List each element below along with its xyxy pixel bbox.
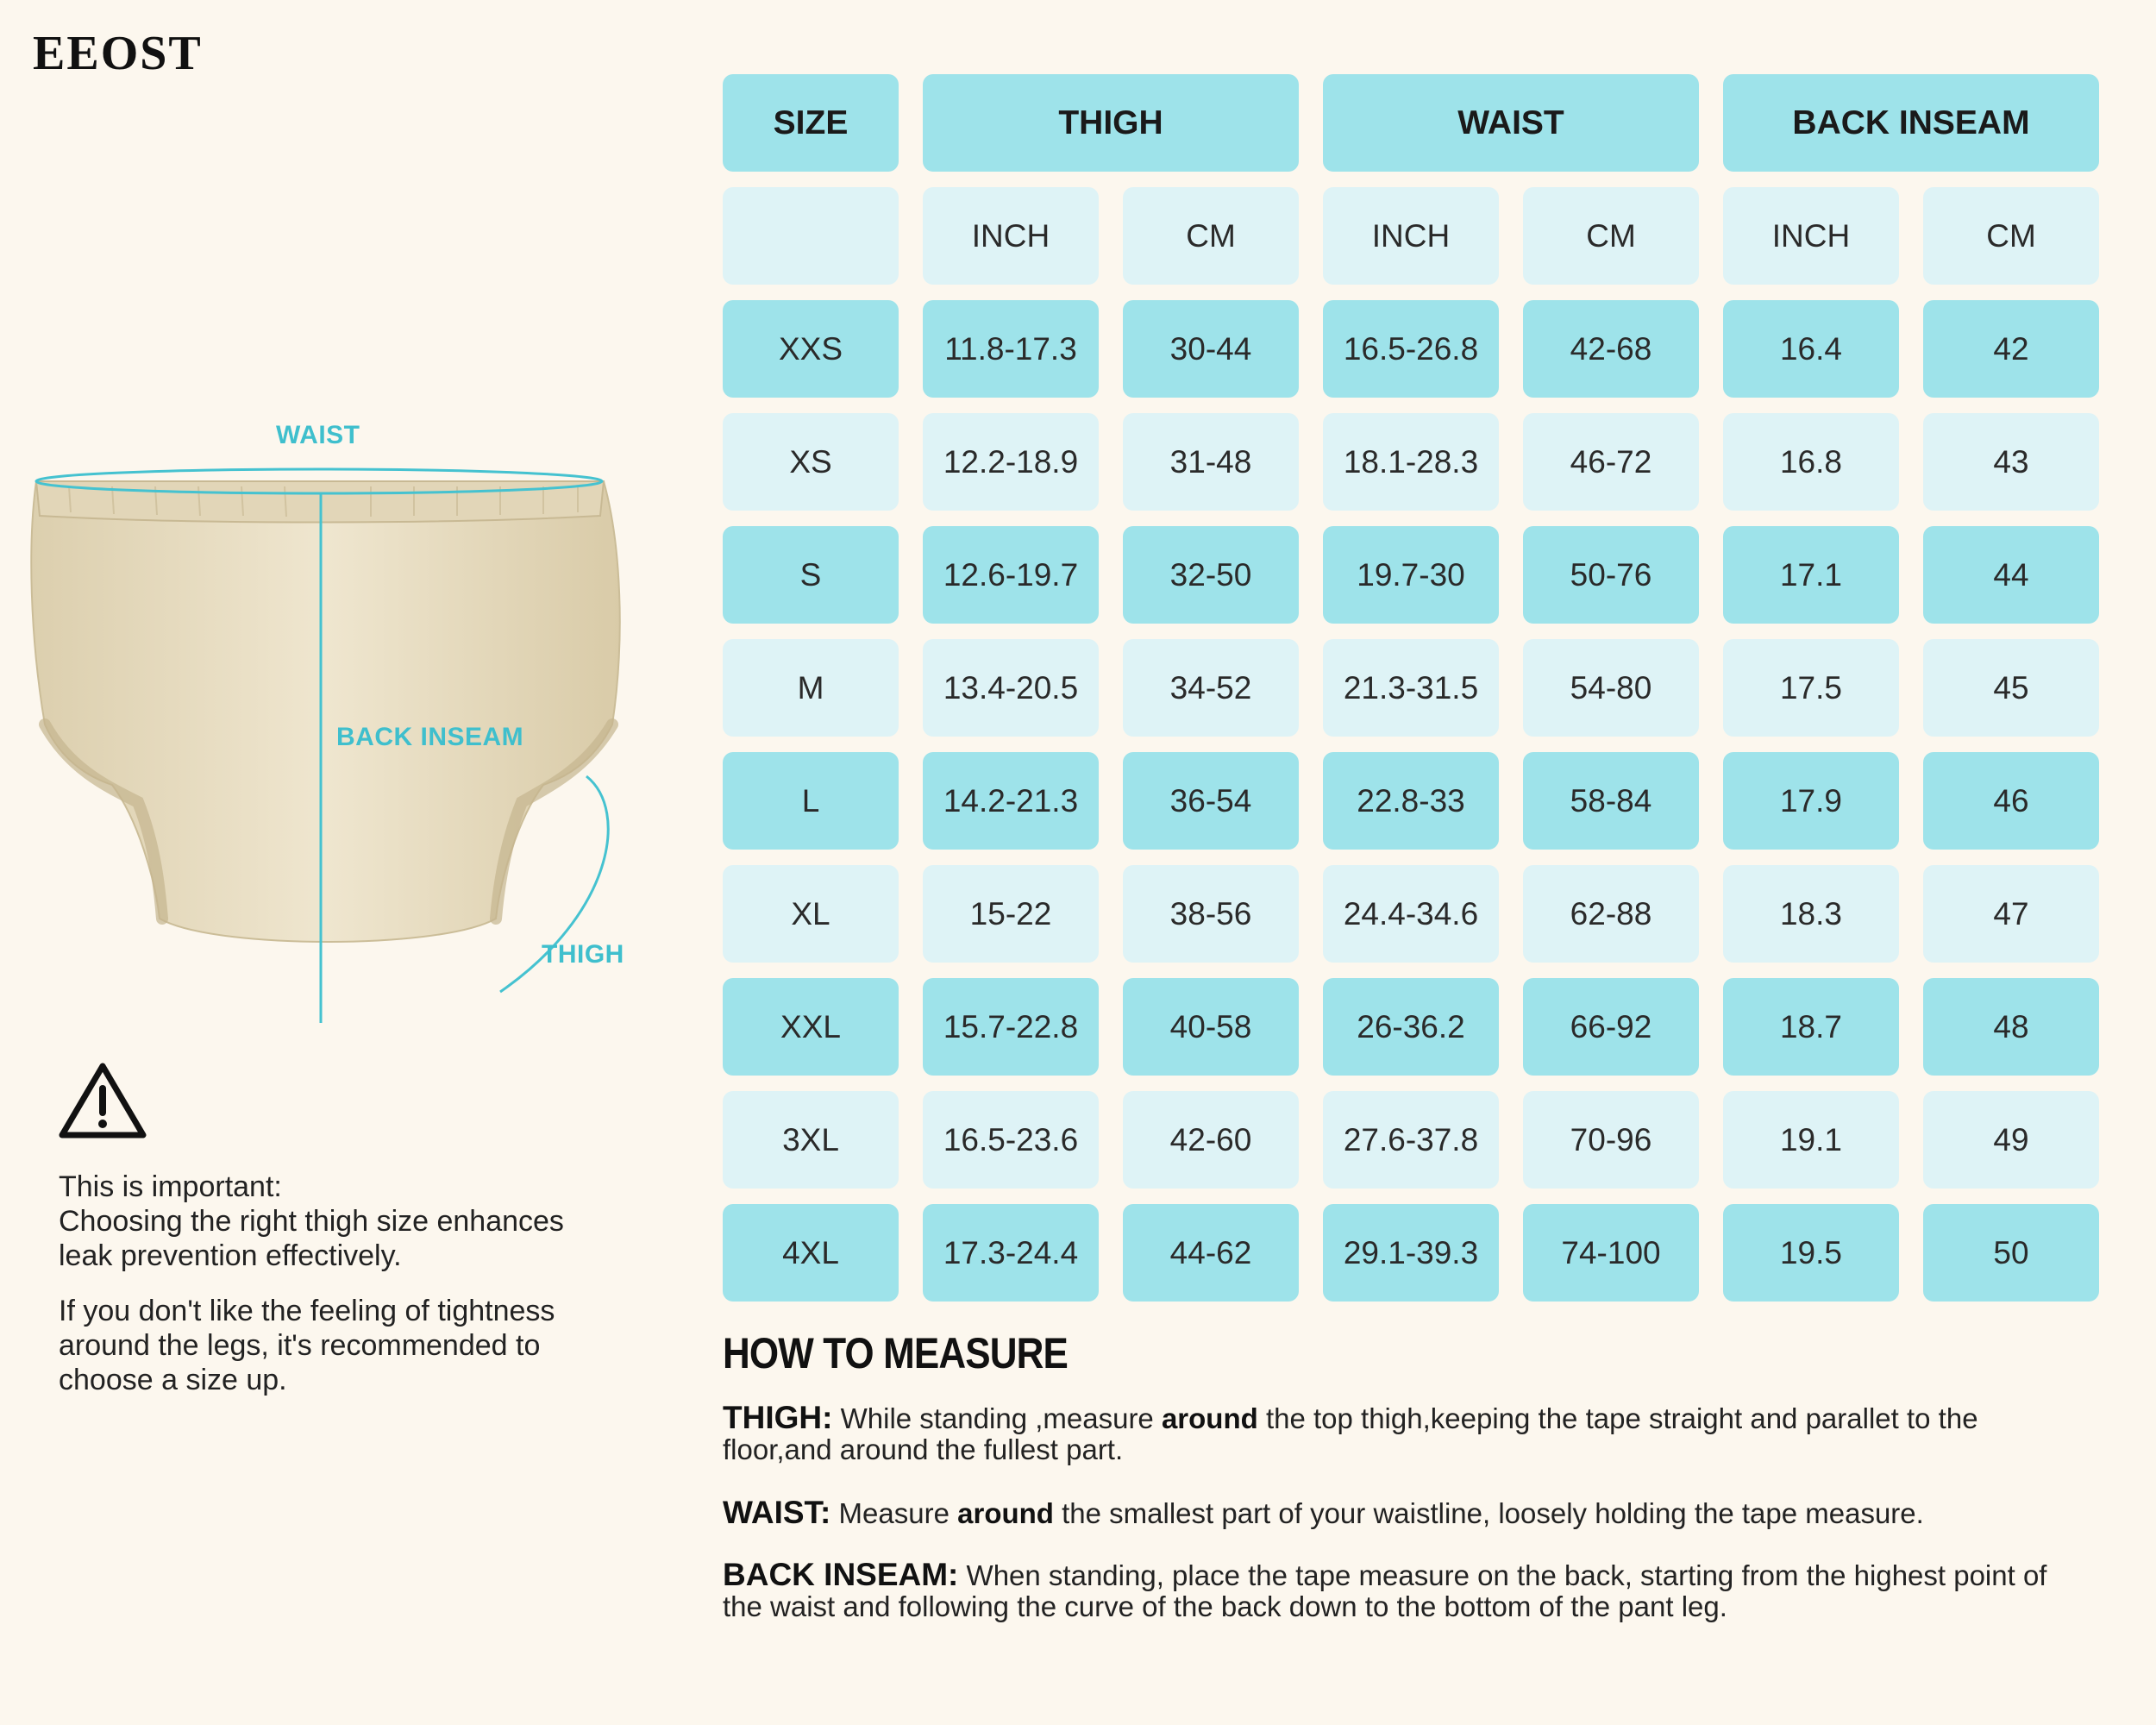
table-cell: 44-62 <box>1123 1204 1299 1302</box>
table-cell: 47 <box>1923 865 2099 963</box>
unit-cell: INCH <box>923 187 1099 285</box>
table-cell: 32-50 <box>1123 526 1299 624</box>
header-size: SIZE <box>723 74 899 172</box>
size-cell: 3XL <box>723 1091 899 1189</box>
table-cell: 19.7-30 <box>1323 526 1499 624</box>
table-cell: 42-68 <box>1523 300 1699 398</box>
warning-note <box>59 1170 611 1273</box>
thigh-instruction <box>723 1402 2085 1465</box>
header-back-inseam: BACK INSEAM <box>1723 74 2099 172</box>
table-cell: 13.4-20.5 <box>923 639 1099 737</box>
how-to-measure-title: HOW TO MEASURE <box>723 1329 1068 1377</box>
product-measure-diagram <box>17 414 638 1035</box>
size-cell: L <box>723 752 899 850</box>
waist-text-c: the smallest part of your waistline, loosely holding the tape measure. <box>1053 1497 1924 1529</box>
table-cell: 43 <box>1923 413 2099 511</box>
thigh-text-bold: around <box>1161 1402 1258 1434</box>
table-cell: 46-72 <box>1523 413 1699 511</box>
table-cell: 21.3-31.5 <box>1323 639 1499 737</box>
table-cell: 11.8-17.3 <box>923 300 1099 398</box>
table-cell: 31-48 <box>1123 413 1299 511</box>
table-cell: 46 <box>1923 752 2099 850</box>
table-cell: 26-36.2 <box>1323 978 1499 1076</box>
size-cell: 4XL <box>723 1204 899 1302</box>
waist-text-bold: around <box>957 1497 1054 1529</box>
table-cell: 16.4 <box>1723 300 1899 398</box>
table-cell: 45 <box>1923 639 2099 737</box>
waist-instruction <box>723 1497 2085 1529</box>
table-cell: 17.5 <box>1723 639 1899 737</box>
back-inseam-term: BACK INSEAM: <box>723 1557 959 1592</box>
thigh-text-a: While standing ,measure <box>832 1402 1162 1434</box>
back-inseam-text: When standing, place the tape measure on the back, starting from the highest point of the waist and following the curve of the back down to the bottom of the pant leg. <box>723 1559 2047 1622</box>
size-cell: S <box>723 526 899 624</box>
table-cell: 12.6-19.7 <box>923 526 1099 624</box>
brand-logo: EEOST <box>33 27 203 80</box>
waist-text-a: Measure <box>830 1497 958 1529</box>
table-cell: 12.2-18.9 <box>923 413 1099 511</box>
waist-term: WAIST: <box>723 1495 831 1530</box>
table-cell: 74-100 <box>1523 1204 1699 1302</box>
table-cell: 27.6-37.8 <box>1323 1091 1499 1189</box>
table-cell: 44 <box>1923 526 2099 624</box>
table-cell: 42-60 <box>1123 1091 1299 1189</box>
header-waist: WAIST <box>1323 74 1699 172</box>
thigh-label: THIGH <box>542 940 624 969</box>
table-cell: 50-76 <box>1523 526 1699 624</box>
warning-line-2: Choosing the right thigh size enhances leak prevention effectively. <box>59 1205 564 1272</box>
thigh-text-c: the top thigh,keeping the tape straight and parallet to the floor,and around the fullest part. <box>723 1402 1978 1465</box>
unit-cell: CM <box>1523 187 1699 285</box>
unit-cell: CM <box>1923 187 2099 285</box>
table-cell: 19.5 <box>1723 1204 1899 1302</box>
size-cell: XXL <box>723 978 899 1076</box>
table-cell: 49 <box>1923 1091 2099 1189</box>
waist-label: WAIST <box>276 421 360 449</box>
table-cell: 15.7-22.8 <box>923 978 1099 1076</box>
unit-cell: INCH <box>1323 187 1499 285</box>
table-cell: 16.5-23.6 <box>923 1091 1099 1189</box>
table-cell: 50 <box>1923 1204 2099 1302</box>
unit-cell: INCH <box>1723 187 1899 285</box>
table-cell: 17.9 <box>1723 752 1899 850</box>
table-cell: 48 <box>1923 978 2099 1076</box>
table-cell: 70-96 <box>1523 1091 1699 1189</box>
table-cell: 15-22 <box>923 865 1099 963</box>
table-cell: 34-52 <box>1123 639 1299 737</box>
table-cell: 17.1 <box>1723 526 1899 624</box>
warning-line-3: If you don't like the feeling of tightness around the legs, it's recommended to choose a size up. <box>59 1295 555 1396</box>
back-inseam-label: BACK INSEAM <box>336 723 524 751</box>
table-cell: 40-58 <box>1123 978 1299 1076</box>
size-cell: XL <box>723 865 899 963</box>
size-cell: XXS <box>723 300 899 398</box>
table-cell: 24.4-34.6 <box>1323 865 1499 963</box>
table-cell: 16.5-26.8 <box>1323 300 1499 398</box>
table-cell: 58-84 <box>1523 752 1699 850</box>
size-cell: M <box>723 639 899 737</box>
table-cell: 36-54 <box>1123 752 1299 850</box>
table-cell: 18.7 <box>1723 978 1899 1076</box>
table-cell: 18.3 <box>1723 865 1899 963</box>
thigh-term: THIGH: <box>723 1400 833 1435</box>
table-cell: 38-56 <box>1123 865 1299 963</box>
table-cell: 29.1-39.3 <box>1323 1204 1499 1302</box>
back-inseam-instruction <box>723 1559 2085 1622</box>
size-cell: XS <box>723 413 899 511</box>
table-cell: 18.1-28.3 <box>1323 413 1499 511</box>
warning-line-1: This is important: <box>59 1170 282 1203</box>
header-thigh: THIGH <box>923 74 1299 172</box>
table-cell: 66-92 <box>1523 978 1699 1076</box>
table-cell: 14.2-21.3 <box>923 752 1099 850</box>
table-cell: 16.8 <box>1723 413 1899 511</box>
table-cell: 22.8-33 <box>1323 752 1499 850</box>
table-cell: 54-80 <box>1523 639 1699 737</box>
warning-triangle-icon <box>57 1059 148 1142</box>
unit-cell <box>723 187 899 285</box>
unit-cell: CM <box>1123 187 1299 285</box>
table-cell: 17.3-24.4 <box>923 1204 1099 1302</box>
size-chart-table <box>723 74 2097 1302</box>
table-cell: 19.1 <box>1723 1091 1899 1189</box>
table-cell: 30-44 <box>1123 300 1299 398</box>
table-cell: 42 <box>1923 300 2099 398</box>
warning-tip <box>59 1294 611 1397</box>
table-cell: 62-88 <box>1523 865 1699 963</box>
